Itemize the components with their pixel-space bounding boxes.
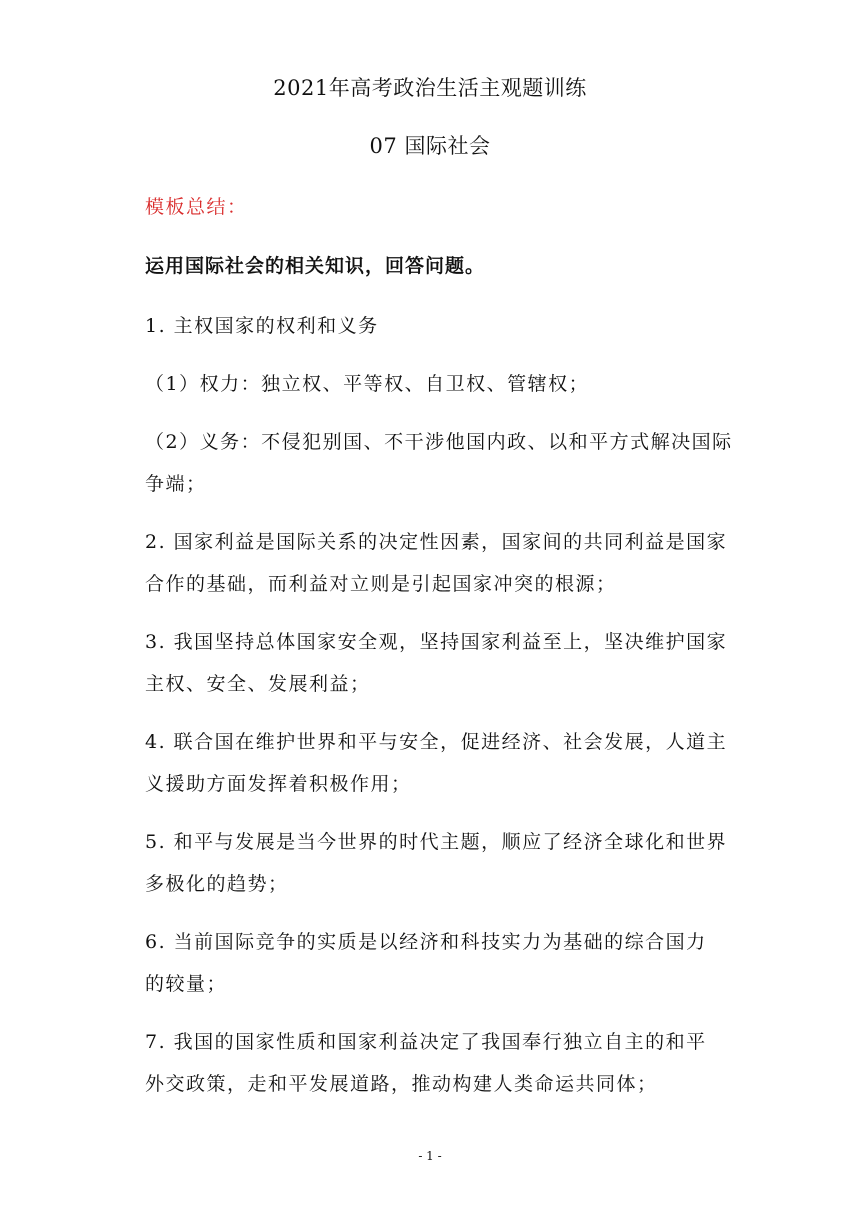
- document-title: 2021年高考政治生活主观题训练: [273, 76, 587, 100]
- list-item-line: 7. 我国的国家性质和国家利益决定了我国奉行独立自主的和平: [145, 1031, 707, 1053]
- list-item-line: 合作的基础，而利益对立则是引起国家冲突的根源；: [145, 573, 617, 595]
- list-item: [145, 363, 725, 405]
- list-item-line: 义援助方面发挥着积极作用；: [145, 773, 412, 795]
- list-item-line: 3. 我国坚持总体国家安全观，坚持国家利益至上，坚决维护国家: [145, 631, 728, 653]
- list-item: [145, 821, 728, 905]
- list-item-line: 1. 主权国家的权利和义务: [145, 315, 379, 337]
- list-item: [145, 521, 728, 605]
- list-item-line: 的较量；: [145, 973, 228, 995]
- list-item-line: 争端；: [145, 473, 207, 495]
- list-item: [145, 621, 728, 705]
- list-item: [145, 1021, 725, 1105]
- template-summary-label: 模板总结：: [145, 196, 248, 218]
- instruction-text: 运用国际社会的相关知识，回答问题。: [145, 255, 486, 277]
- list-item-line: （2）义务：不侵犯别国、不干涉他国内政、以和平方式解决国际: [145, 431, 733, 453]
- page-number: - 1 -: [418, 1149, 442, 1163]
- list-item-line: 4. 联合国在维护世界和平与安全，促进经济、社会发展，人道主: [145, 731, 728, 753]
- list-item: [145, 921, 725, 1005]
- list-item-line: 6. 当前国际竞争的实质是以经济和科技实力为基础的综合国力: [145, 931, 707, 953]
- list-item-line: 主权、安全、发展利益；: [145, 673, 371, 695]
- list-item: [145, 721, 728, 805]
- list-item: [145, 421, 733, 505]
- list-item-line: 5. 和平与发展是当今世界的时代主题，顺应了经济全球化和世界: [145, 831, 728, 853]
- list-item-line: 2. 国家利益是国际关系的决定性因素，国家间的共同利益是国家: [145, 531, 728, 553]
- list-item-line: （1）权力：独立权、平等权、自卫权、管辖权；: [145, 373, 590, 395]
- list-item: [145, 305, 725, 347]
- list-item-line: 多极化的趋势；: [145, 873, 289, 895]
- document-subtitle: 07 国际社会: [369, 134, 491, 158]
- list-item-line: 外交政策，走和平发展道路，推动构建人类命运共同体；: [145, 1073, 658, 1095]
